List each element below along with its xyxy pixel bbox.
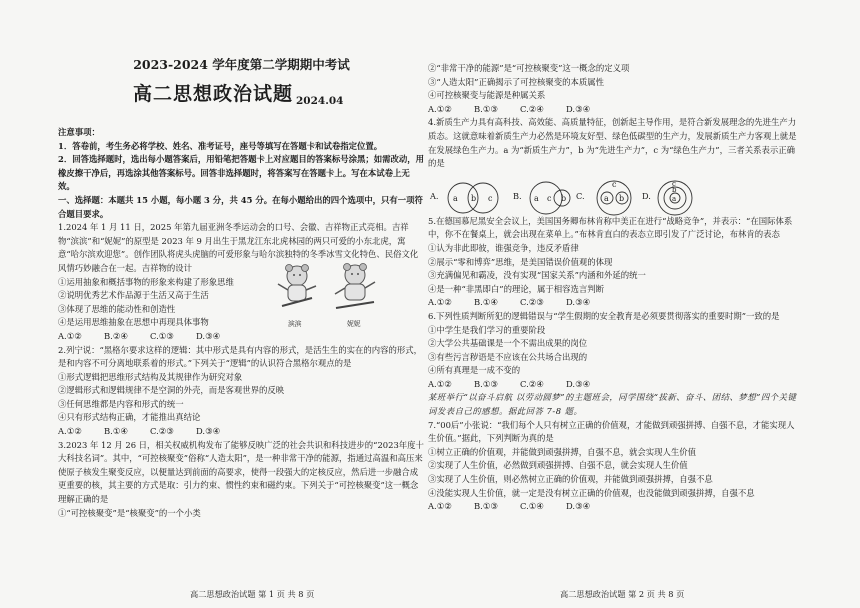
question-6-options [428,378,802,392]
diagram-c-venn [589,178,639,218]
question-1-options [58,330,268,344]
option-d: D.③④ [566,297,591,308]
question-1-item-4: ④是运用思维抽象在思想中再现具体事物 [58,317,209,328]
svg-text:c: c [488,194,493,203]
diagram-b-venn [526,178,574,218]
question-2-item-2: ②逻辑形式和逻辑规律不是空洞的外壳，而是客观世界的反映 [58,385,285,396]
question-3-item-3: ③“人造太阳”正确揭示了可控核聚变的本质属性 [428,76,605,87]
page-2-footer: 高二思想政治试题 第 2 页 共 8 页 [560,589,685,599]
svg-text:c: c [612,180,617,189]
question-6-item-1: ①中学生是我们学习的重要阶段 [428,324,546,335]
mascot-nini-image [330,262,380,312]
svg-text:a: a [604,194,609,203]
question-5-options [428,296,802,310]
svg-text:b: b [471,194,477,203]
question-2-item-1: ①形式逻辑把思维形式结构及其规律作为研究对象 [58,371,243,382]
page-1-footer: 高二思想政治试题 第 1 页 共 8 页 [190,589,315,599]
question-4-stem: 4.新质生产力具有高科技、高效能、高质量特征，创新起主导作用，是符合新发展理念的先进生产力质态。这就意味着新质生产力必然是环境友好型、绿色低碳型的生产力，发展新质生产力客观上就是在发展绿色生产力。a 为“新质生产力”，b 为“先进生产力”，c 为“绿色生产力”，三者关系表示正确的是 [428,117,797,169]
question-1-item-1: ①运用抽象和概括事物的形象来构建了形象思维 [58,276,234,287]
question-5-item-1: ①认为非此即彼，谁强竞争，违反矛盾律 [428,242,579,253]
option-a: A.①② [428,501,452,512]
option-a: A.①② [58,426,82,437]
option-c: C.②③ [520,297,544,308]
option-b: B.①④ [474,297,498,308]
mascot-label-binbin: 滨滨 [288,320,302,328]
question-6-item-2: ②大学公共基础课是一个不需出成果的岗位 [428,338,588,349]
question-6-item-4: ④所有真理是一成不变的 [428,365,521,376]
notice-2: 2．回答选择题时，选出每小题答案后，用铅笔把答题卡上对应题目的答案标号涂黑；如需改动，用橡皮擦干净后，再选涂其他答案标号。回答非选择题时，将答案写在答题卡上。写在本试卷上无效。 [58,154,424,192]
option-a: A.①② [58,330,82,341]
paper-title: 高二思想政治试题 [133,83,294,105]
question-1-stem: 1.2024 年 1 月 11 日，2025 年第九届亚洲冬季运动会的口号、会徽、吉祥物正式亮相。吉祥物“滨滨”和“妮妮”的原型是 2023 年 9 月出生于黑龙江东北虎林园的两只可爱的小东北虎，寓意“哈尔滨欢迎您”。创作团队将虎头虎脑的可爱形象与哈尔滨独特的冬季冰雪文化特色、民俗文化风情巧妙融合在一起。吉祥物的设计 [58,222,419,273]
option-a: A.①② [428,297,452,308]
question-5-item-3: ③充满偏见和霸凌，没有实现“国家关系”内涵和外延的统一 [428,270,646,281]
question-5-item-4: ④是一种“非黑即白”的理论，属于相容选言判断 [428,283,605,294]
option-b: B.①④ [104,426,128,437]
option-d: D.③④ [566,103,591,114]
title-row [58,83,425,126]
question-3-item-4: ④可控核聚变与能源是种属关系 [428,90,546,101]
svg-text:b: b [561,194,567,203]
diagram-a-venn [443,178,505,218]
question-3-item-2: ②“非常干净的能源”是“可控核聚变”这一概念的定义项 [428,63,630,73]
diagram-d-venn [655,178,695,218]
section-1-heading: 一、选择题：本题共 15 小题，每小题 3 分，共 45 分。在每小题给出的四个选项中，只有一项符合题目要求。 [58,194,423,219]
question-2-options [58,425,425,439]
svg-text:a: a [672,195,677,203]
exam-header: 2023-2024 学年度第二学期期中考试 [133,57,350,72]
option-b: B.①③ [474,501,498,512]
question-2-item-3: ③任何思维都是内容和形式的统一 [58,398,184,409]
svg-text:b: b [672,186,677,194]
option-c: C.②③ [150,426,174,437]
question-7-item-2: ②实现了人生价值，必然做到顽强拼搏、自强不息，就会实现人生价值 [428,460,688,471]
option-b: B.①③ [474,378,498,389]
question-1-item-2: ②说明优秀艺术作品源于生活又高于生活 [58,290,209,301]
svg-text:b: b [619,194,625,203]
right-page [428,62,802,514]
mascot-label-nini: 妮妮 [347,320,361,328]
option-d: D.③④ [566,378,591,389]
question-1-items [58,276,268,344]
question-3-stem: 3.2023 年 12 月 26 日，相关权威机构发布了能够反映广泛的社会共识和科技进步的“2023年度十大科技名词”。其中，“可控核聚变”俗称“人造太阳”，是一种非常干净的能源，指通过高温和高压来使原子核发生聚变反应，以便量达到前面的高要求，使得一段强大的定核反应，然后进一步融合成更重要的核，其主要的方式是取：引力约束、惯性约束和磁约束。下列关于“可控核聚变”这一概念理解正确的是 [58,439,424,505]
option-d: D.③④ [566,501,591,512]
option-c: C.②④ [520,378,544,389]
question-7-stem: 7.“00后”小张说：“我们每个人只有树立正确的价值观，才能做到顽强拼搏、自强不息，才能实现人生价值。”据此，下列判断为真的是 [428,419,795,444]
question-2-item-4: ④只有形式结构正确，才能推出真结论 [58,412,201,423]
diagram-b-label: B. [513,191,522,201]
option-a: A.①② [428,378,452,389]
question-3-options [428,103,802,117]
question-6-stem: 6.下列性质判断所犯的逻辑错误与“学生假期的安全教育是必须要贯彻落实的重要时期”一致的是 [428,310,780,321]
svg-text:a: a [453,194,458,203]
question-1-item-3: ③体现了思维的能动性和创造性 [58,303,176,314]
question-3-item-1: ①“可控核聚变”是“核聚变”的一个小类 [58,507,201,518]
option-b: B.①③ [474,103,498,114]
question-7-item-4: ④没能实现人生价值，就一定是没有树立正确的价值观，也没能做到顽强拼搏，自强不息 [428,487,755,498]
question-5-item-2: ②展示“零和博弈”思维，是美国错误价值观的体现 [428,256,613,267]
option-c: C.②④ [520,103,544,114]
theme-intro: 某班举行“以奋斗启航 以劳动圆梦”的主题班会，同学围绕“拔新、奋斗、团结、梦想”四个关键词发表自己的感想。据此回答 7-8 题。 [428,392,797,417]
notice-title: 注意事项： [58,127,100,137]
option-b: B.②④ [104,330,128,341]
question-7-item-3: ③实现了人生价值，则必然树立正确的价值观，并能做到顽强拼搏，自强不息 [428,474,713,485]
svg-text:c: c [547,194,552,203]
svg-text:c: c [672,180,676,188]
mascot-binbin-image [272,262,322,312]
option-d: D.③④ [196,426,221,437]
option-c: C.①④ [520,501,544,512]
option-c: C.①③ [150,330,174,341]
diagram-a-label: A. [430,191,439,201]
diagram-c-label: C. [576,191,585,201]
question-2-stem: 2.列宁说：“黑格尔要求这样的逻辑：其中形式是具有内容的形式，是活生生的实在的内容的形式，是和内容不可分离地联系着的形式。”下列关于“逻辑”的认识符合黑格尔观点的是 [58,344,423,369]
question-7-options [428,500,802,514]
svg-text:a: a [534,194,539,203]
option-d: D.③④ [196,330,221,341]
question-5-stem: 5.在德国慕尼黑安全会议上，美国国务卿布林肯称中美正在进行“战略竞争”，并表示：“在国际体系中，你不在餐桌上，就会出现在菜单上。”布林肯直白的表态立即引发了广泛讨论，布林肯的表态 [428,215,793,240]
option-a: A.①② [428,103,452,114]
notice-1: 1．答卷前，考生务必将学校、姓名、准考证号，座号等填写在答题卡和试卷指定位置。 [58,140,383,151]
question-6-item-3: ③有些污言秽语是不应该在公共场合出现的 [428,351,588,362]
paper-date: 2024.04 [296,95,344,107]
question-7-item-1: ①树立正确的价值观，并能做到顽强拼搏，自强不息，就会实现人生价值 [428,446,696,457]
diagram-d-label: D. [642,191,651,201]
